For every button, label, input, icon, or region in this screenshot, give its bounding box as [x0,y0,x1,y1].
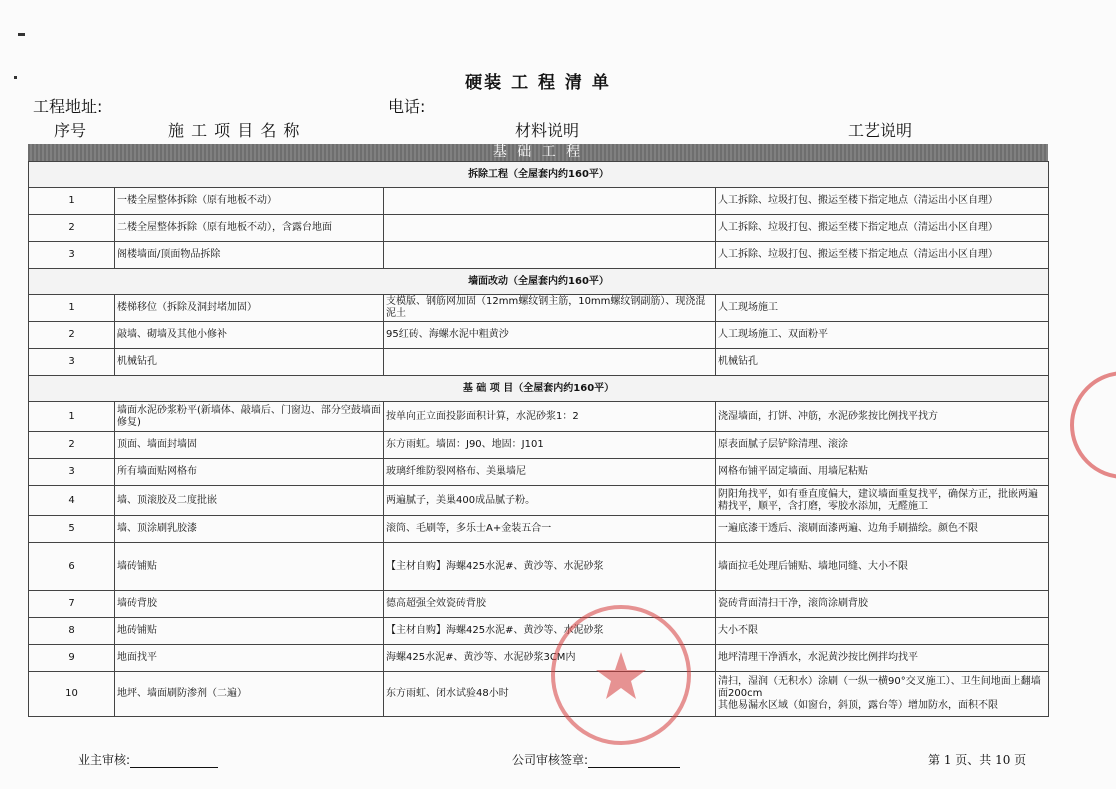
row-material: 按单向正立面投影面积计算，水泥砂浆1：2 [384,402,716,432]
table-row [29,459,1049,486]
owner-review-label: 业主审核: [78,753,131,767]
table-row [29,591,1049,618]
row-process: 浇湿墙面，打饼、冲筋，水泥砂浆按比例找平找方 [716,402,1049,432]
row-index: 2 [29,322,115,349]
row-name: 敲墙、砌墙及其他小修补 [115,322,384,349]
table-row [29,645,1049,672]
row-material: 滚筒、毛刷等，多乐士A+金装五合一 [384,516,716,543]
row-name: 机械钻孔 [115,349,384,376]
row-material: 两遍腻子，美巢400成品腻子粉。 [384,486,716,516]
column-header-process: 工艺说明 [848,121,913,140]
row-material [384,188,716,215]
row-process: 人工拆除、垃圾打包、搬运至楼下指定地点（清运出小区自理） [716,215,1049,242]
company-review [512,751,680,768]
group-header-row [29,162,1049,188]
row-name: 地面找平 [115,645,384,672]
row-name: 顶面、墙面封墙固 [115,432,384,459]
row-name: 二楼全屋整体拆除（原有地板不动），含露台地面 [115,215,384,242]
company-signature-line [588,755,680,768]
edge-seal [1062,370,1116,480]
row-process: 清扫，湿润（无积水）涂刷（一纵一横90°交叉施工）、卫生间地面上翻墙面200cm 其他易漏水区域（如窗台，斜顶，露台等）增加防水，面积不限 [716,672,1049,717]
table-row [29,486,1049,516]
row-name: 地砖铺贴 [115,618,384,645]
row-index: 1 [29,188,115,215]
row-material: 【主材自购】海螺425水泥#、黄沙等、水泥砂浆 [384,618,716,645]
section-title: 基 础 工 程 [28,144,1048,161]
row-material: 东方雨虹、闭水试验48小时 [384,672,716,717]
row-process: 机械钻孔 [716,349,1049,376]
row-process: 一遍底漆干透后、滚刷面漆两遍、边角手刷描绘。颜色不限 [716,516,1049,543]
group-title: 基 础 项 目（全屋套内约160平） [29,376,1049,402]
row-material: 海螺425水泥#、黄沙等、水泥砂浆3CM内 [384,645,716,672]
row-index: 1 [29,402,115,432]
table-row [29,242,1049,269]
row-process: 网格布铺平固定墙面、用墙尼粘贴 [716,459,1049,486]
row-process: 瓷砖背面清扫干净，滚筒涂刷背胶 [716,591,1049,618]
phone-label: 电话: [388,97,426,116]
row-index: 7 [29,591,115,618]
table-row [29,402,1049,432]
company-seal [546,600,696,750]
row-process: 阴阳角找平，如有垂直度偏大，建议墙面重复找平，确保方正，批嵌两遍精找平，顺平，含打磨，零胶水添加，无醛施工 [716,486,1049,516]
row-material: 95红砖、海螺水泥中粗黄沙 [384,322,716,349]
table-row [29,295,1049,322]
row-process: 人工拆除、垃圾打包、搬运至楼下指定地点（清运出小区自理） [716,188,1049,215]
row-material [384,215,716,242]
column-header-name: 施 工 项 目 名 称 [168,121,301,140]
column-header-index: 序号 [54,121,87,140]
row-material: 玻璃纤维防裂网格布、美巢墙尼 [384,459,716,486]
row-process: 大小不限 [716,618,1049,645]
row-name: 墙面水泥砂浆粉平(新墙体、敲墙后、门窗边、部分空鼓墙面修复) [115,402,384,432]
row-index: 3 [29,459,115,486]
row-process: 人工拆除、垃圾打包、搬运至楼下指定地点（清运出小区自理） [716,242,1049,269]
row-name: 楼梯移位（拆除及洞封堵加固） [115,295,384,322]
owner-signature-line [130,755,218,768]
table-row [29,543,1049,591]
row-material: 德高超强全效瓷砖背胶 [384,591,716,618]
row-index: 1 [29,295,115,322]
table-row [29,215,1049,242]
row-name: 墙砖铺贴 [115,543,384,591]
row-index: 2 [29,215,115,242]
table-row [29,432,1049,459]
table-row [29,188,1049,215]
row-index: 10 [29,672,115,717]
row-process: 人工现场施工 [716,295,1049,322]
row-process: 原表面腻子层铲除清理、滚涂 [716,432,1049,459]
group-title: 墙面改动（全屋套内约160平） [29,269,1049,295]
document-title: 硬装 工 程 清 单 [465,73,611,93]
scan-mark [18,33,25,36]
row-index: 5 [29,516,115,543]
row-material: 东方雨虹。墙固：J90、地固：J101 [384,432,716,459]
row-index: 4 [29,486,115,516]
row-name: 所有墙面贴网格布 [115,459,384,486]
row-process: 人工现场施工、双面粉平 [716,322,1049,349]
row-name: 墙砖背胶 [115,591,384,618]
table-row [29,322,1049,349]
group-header-row [29,269,1049,295]
row-name: 墙、顶涂刷乳胶漆 [115,516,384,543]
row-index: 8 [29,618,115,645]
row-process: 地坪清理干净洒水，水泥黄沙按比例拌均找平 [716,645,1049,672]
row-name: 地坪、墙面刷防渗剂（二遍） [115,672,384,717]
row-name: 阁楼墙面/顶面物品拆除 [115,242,384,269]
row-name: 一楼全屋整体拆除（原有地板不动） [115,188,384,215]
group-header-row [29,376,1049,402]
row-name: 墙、顶滚胶及二度批嵌 [115,486,384,516]
column-header-material: 材料说明 [515,121,580,140]
row-material [384,242,716,269]
owner-review [78,751,218,768]
row-material: 支模版、钢筋网加固（12mm螺纹钢主筋，10mm螺纹钢副筋）、现浇混泥土 [384,295,716,322]
row-index: 6 [29,543,115,591]
row-index: 2 [29,432,115,459]
page-info: 第 1 页、共 10 页 [928,753,1027,767]
table-row [29,672,1049,717]
row-material [384,349,716,376]
work-items-table [28,161,1049,717]
row-index: 3 [29,242,115,269]
company-review-label: 公司审核签章: [512,753,589,767]
row-material: 【主材自购】海螺425水泥#、黄沙等、水泥砂浆 [384,543,716,591]
table-row [29,618,1049,645]
group-title: 拆除工程（全屋套内约160平） [29,162,1049,188]
row-index: 3 [29,349,115,376]
table-row [29,516,1049,543]
row-index: 9 [29,645,115,672]
address-label: 工程地址: [33,97,103,116]
table-row [29,349,1049,376]
row-process: 墙面拉毛处理后铺贴、墙地同缝、大小不限 [716,543,1049,591]
